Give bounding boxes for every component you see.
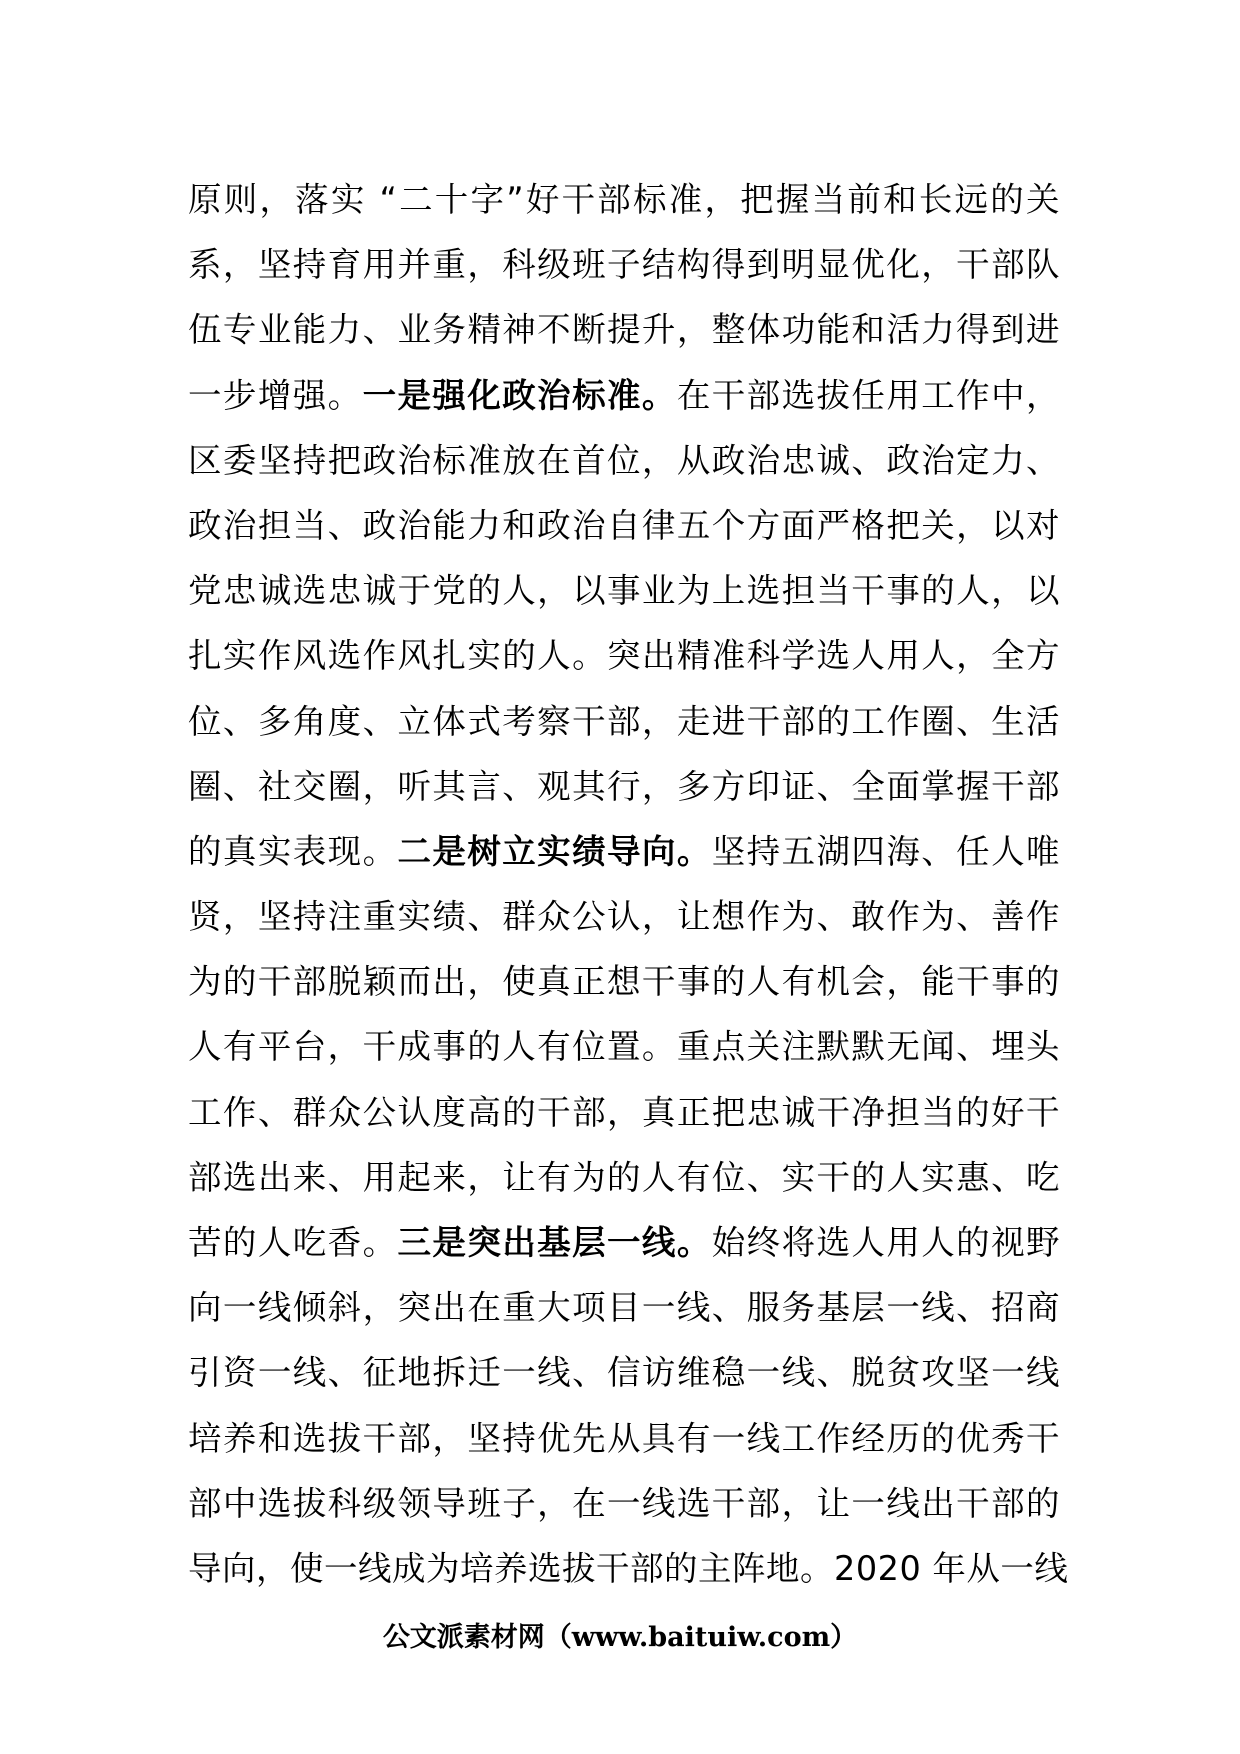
text-line: 位、多角度、立体式考察干部，走进干部的工作圈、生活 <box>188 701 1060 741</box>
section-heading-3: 三是突出基层一线。 <box>397 1223 712 1262</box>
text-line: 培养和选拔干部，坚持优先从具有一线工作经历的优秀干 <box>188 1418 1060 1458</box>
text-line: 贤，坚持注重实绩、群众公认，让想作为、敢作为、善作 <box>188 897 1060 937</box>
text-line: 为的干部脱颖而出，使真正想干事的人有机会，能干事的 <box>188 962 1060 1002</box>
text-line: 引资一线、征地拆迁一线、信访维稳一线、脱贫攻坚一线 <box>188 1353 1060 1393</box>
text-line: 党忠诚选忠诚于党的人，以事业为上选担当干事的人，以 <box>188 571 1060 611</box>
text-line: 的真实表现。二是树立实绩导向。坚持五湖四海、任人唯 <box>188 831 1060 871</box>
text-line: 部中选拔科级领导班子，在一线选干部，让一线出干部的 <box>188 1483 1060 1523</box>
page-footer: 公文派素材网（www.baituiw.com） <box>382 1622 858 1653</box>
section-heading-1: 一是强化政治标准。 <box>362 375 677 415</box>
text-line: 人有平台，干成事的人有位置。重点关注默默无闻、埋头 <box>188 1027 1060 1067</box>
section-heading-2: 二是树立实绩导向。 <box>397 831 712 871</box>
text-line: 导向，使一线成为培养选拔干部的主阵地。2020 年从一线 <box>188 1548 1069 1588</box>
text-line: 工作、群众公认度高的干部，真正把忠诚干净担当的好干 <box>188 1092 1060 1132</box>
text-line: 伍专业能力、业务精神不断提升，整体功能和活力得到进 <box>188 310 1060 350</box>
text-line: 系，坚持育用并重，科级班子结构得到明显优化，干部队 <box>188 245 1060 285</box>
text-line: 圈、社交圈，听其言、观其行，多方印证、全面掌握干部 <box>188 766 1060 806</box>
text-line: 扎实作风选作风扎实的人。突出精准科学选人用人，全方 <box>188 636 1060 676</box>
text-line: 一步增强。一是强化政治标准。在干部选拔任用工作中， <box>188 375 1061 415</box>
text-line: 苦的人吃香。三是突出基层一线。始终将选人用人的视野 <box>188 1223 1060 1262</box>
text-line: 部选出来、用起来，让有为的人有位、实干的人实惠、吃 <box>188 1157 1060 1197</box>
text-line: 政治担当、政治能力和政治自律五个方面严格把关，以对 <box>188 505 1060 545</box>
text-line: 区委坚持把政治标准放在首位，从政治忠诚、政治定力、 <box>188 440 1060 480</box>
text-line: 向一线倾斜，突出在重大项目一线、服务基层一线、招商 <box>188 1288 1060 1328</box>
text-line: 原则，落实 “二十字”好干部标准，把握当前和长远的关 <box>188 180 1060 219</box>
body-paragraph <box>188 167 1069 1601</box>
